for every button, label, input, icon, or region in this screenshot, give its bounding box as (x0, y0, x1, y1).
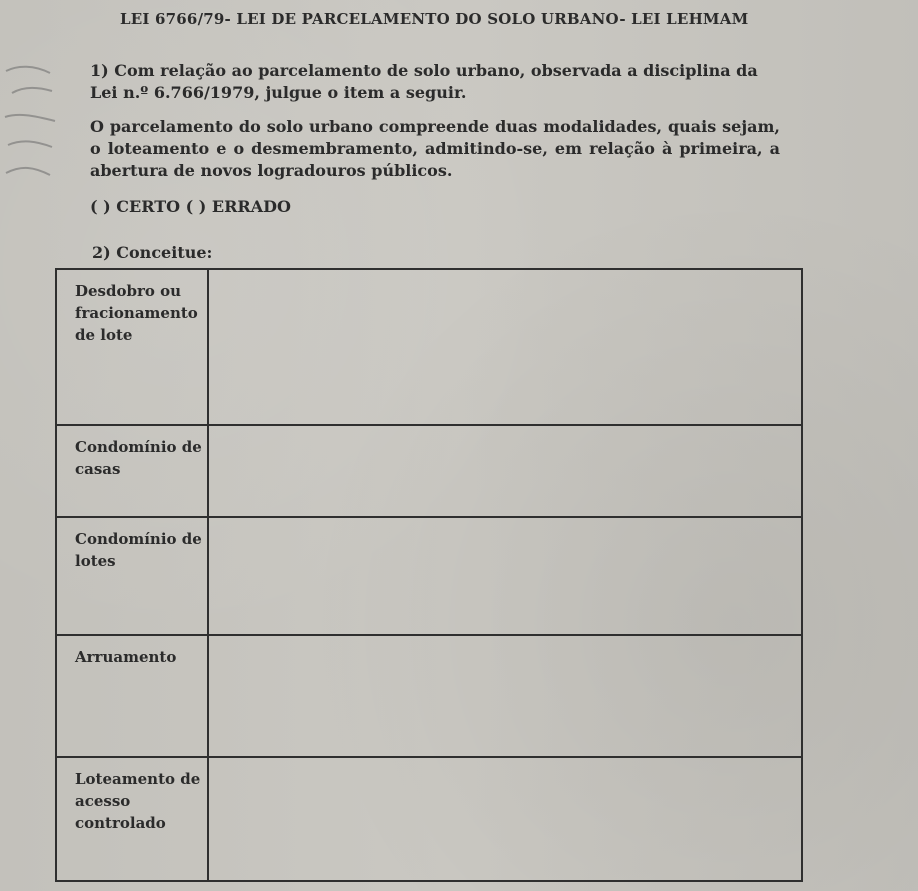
term-label: Loteamento de acesso controlado (75, 770, 201, 832)
term-label: Condomínio de lotes (75, 530, 202, 570)
page-title: LEI 6766/79- LEI DE PARCELAMENTO DO SOLO URBANO- LEI LEHMAM (120, 10, 749, 28)
term-cell (55, 426, 209, 518)
table-row (55, 268, 803, 426)
table-row (55, 424, 803, 518)
question-1-prompt: 1) Com relação ao parcelamento de solo urbano, observada a disciplina da Lei n.º 6.766/1979, julgue o item a seguir. (90, 61, 758, 102)
table-row (55, 634, 803, 758)
definitions-table (55, 268, 803, 880)
question-2-label: 2) Conceitue: (92, 243, 213, 262)
term-label: Condomínio de casas (75, 438, 202, 478)
answer-cell[interactable] (207, 270, 803, 426)
term-cell (55, 270, 209, 426)
answer-cell[interactable] (207, 518, 803, 636)
term-label: Desdobro ou fracionamento de lote (75, 282, 198, 344)
answer-cell[interactable] (207, 636, 803, 758)
question-1-statement: O parcelamento do solo urbano compreende duas modalidades, quais sejam, o loteamento e o desmembramento, admitindo-se, em relação à primeira, a abertura de novos logradouros públicos. (90, 117, 780, 180)
term-label: Arruamento (75, 648, 177, 666)
table-row (55, 756, 803, 882)
answer-cell[interactable] (207, 758, 803, 880)
question-1 (90, 60, 780, 218)
margin-scribbles (0, 55, 90, 195)
term-cell (55, 518, 209, 636)
term-cell (55, 636, 209, 758)
question-1-choices: ( ) CERTO ( ) ERRADO (90, 197, 291, 216)
table-row (55, 516, 803, 636)
answer-cell[interactable] (207, 426, 803, 518)
term-cell (55, 758, 209, 880)
